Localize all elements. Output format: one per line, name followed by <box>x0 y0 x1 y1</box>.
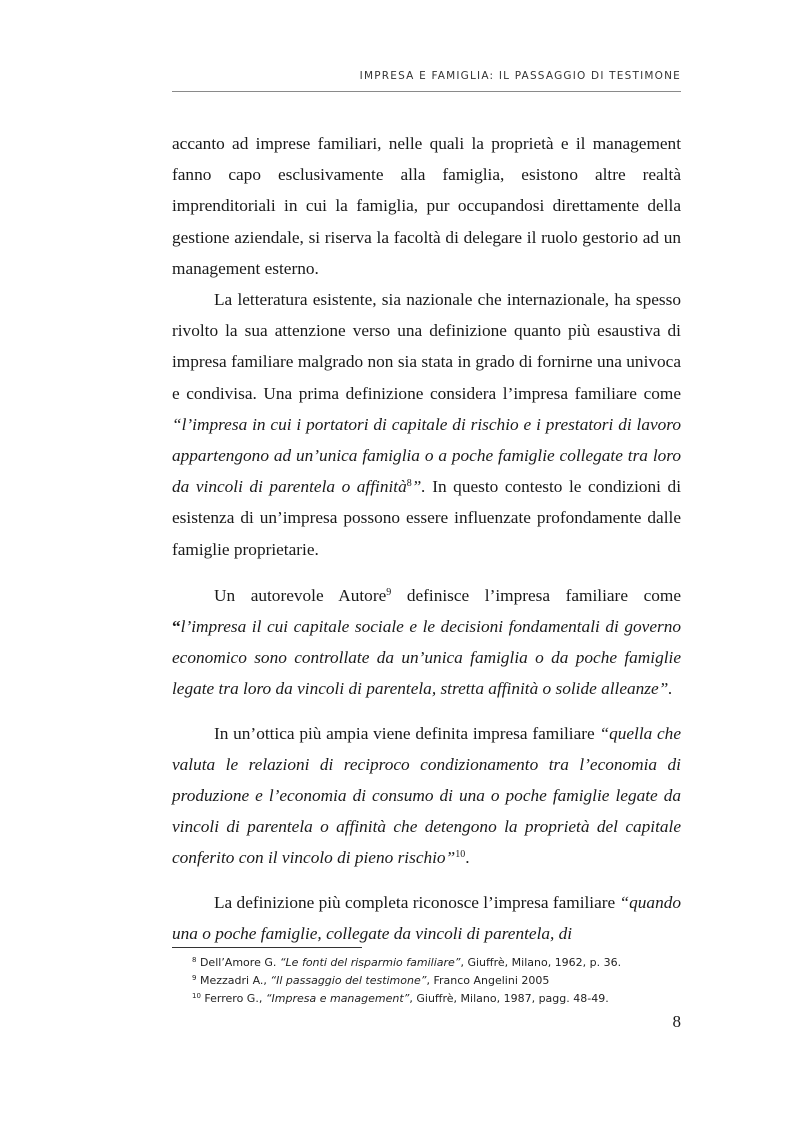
page-number: 8 <box>672 1012 681 1031</box>
paragraph-5-text-a: La definizione più completa riconosce l’impresa familiare <box>214 892 620 912</box>
footnote-rule <box>172 947 362 948</box>
footnote-title: “Il passaggio del testimone” <box>270 974 427 987</box>
paragraph-3-text-b: definisce l’impresa familiare come <box>391 585 681 605</box>
footnote-author: Ferrero G., <box>200 992 266 1005</box>
header-rule <box>172 91 681 92</box>
paragraph-3-open-quote: “ <box>172 617 181 637</box>
footnote-9 <box>192 972 621 990</box>
body-text <box>172 128 681 949</box>
footnote-title: “Impresa e management” <box>265 992 410 1005</box>
footnote-author: Dell’Amore G. <box>196 956 280 969</box>
footnotes <box>192 954 621 1008</box>
paragraph-5 <box>172 887 681 949</box>
footnote-author: Mezzadri A., <box>196 974 271 987</box>
paragraph-2-text-b: In questo contesto le condizioni di esistenza di un’impresa possono essere influenzate profondamente dalle famiglie proprietarie. <box>172 477 681 559</box>
paragraph-3-text-a: Un autorevole Autore <box>214 585 387 605</box>
paragraph-3-quote: l’impresa il cui capitale sociale e le decisioni fondamentali di governo economico sono controllate da un’unica famiglia o da poche famiglie legate tra loro da vincoli di parentela, stretta affinità o solide alleanze”. <box>172 617 681 699</box>
paragraph-2 <box>172 284 681 565</box>
running-title: IMPRESA E FAMIGLIA: IL PASSAGGIO DI TESTIMONE <box>359 70 681 82</box>
footnote-number: 8 <box>192 956 197 964</box>
footnote-number: 9 <box>192 974 197 982</box>
footnote-ref-10[interactable]: 10 <box>455 849 466 861</box>
paragraph-2-quote-end: ”. <box>411 477 426 497</box>
footnote-title: “Le fonti del risparmio familiare” <box>279 956 461 969</box>
paragraph-4-end: . <box>465 848 470 868</box>
paragraph-2-text-a: La letteratura esistente, sia nazionale che internazionale, ha spesso rivolto la sua attenzione verso una definizione quanto più esaustiva di impresa familiare malgrado non sia stata in grado di fornirne una univoca e condivisa. Una prima definizione considera l’impresa familiare come <box>172 290 681 403</box>
paragraph-4 <box>172 718 681 874</box>
footnote-8 <box>192 954 621 972</box>
paragraph-2-quote: “l’impresa in cui i portatori di capitale di rischio e i prestatori di lavoro appartengono ad un’unica famiglia o a poche famiglie collegate tra loro da vincoli di parentela o affinità <box>172 414 681 497</box>
footnote-publisher: , Giuffrè, Milano, 1987, pagg. 48-49. <box>409 992 609 1005</box>
paragraph-5-quote: “quando una o poche famiglie, collegate da vincoli di parentela, di <box>172 892 681 943</box>
paragraph-3 <box>172 580 681 705</box>
footnote-publisher: , Giuffrè, Milano, 1962, p. 36. <box>460 956 622 969</box>
footnote-ref-9[interactable]: 9 <box>386 586 392 598</box>
paragraph-4-text-a: In un’ottica più ampia viene definita impresa familiare <box>214 723 600 743</box>
footnote-10 <box>192 990 621 1008</box>
paragraph-1: accanto ad imprese familiari, nelle quali la proprietà e il management fanno capo esclusivamente alla famiglia, esistono altre realtà imprenditoriali in cui la famiglia, pur occupandosi direttamente della gestione aziendale, si riserva la facoltà di delegare il ruolo gestorio ad un management esterno. <box>172 134 681 278</box>
footnote-number: 10 <box>192 992 201 1000</box>
footnote-publisher: , Franco Angelini 2005 <box>426 974 550 987</box>
paragraph-4-quote: “quella che valuta le relazioni di reciproco condizionamento tra l’economia di produzione e l’economia di consumo di una o poche famiglie legate da vincoli di parentela o affinità che detengono la proprietà del capitale conferito con il vincolo di pieno rischio” <box>172 723 681 868</box>
footnote-ref-8[interactable]: 8 <box>406 478 412 490</box>
